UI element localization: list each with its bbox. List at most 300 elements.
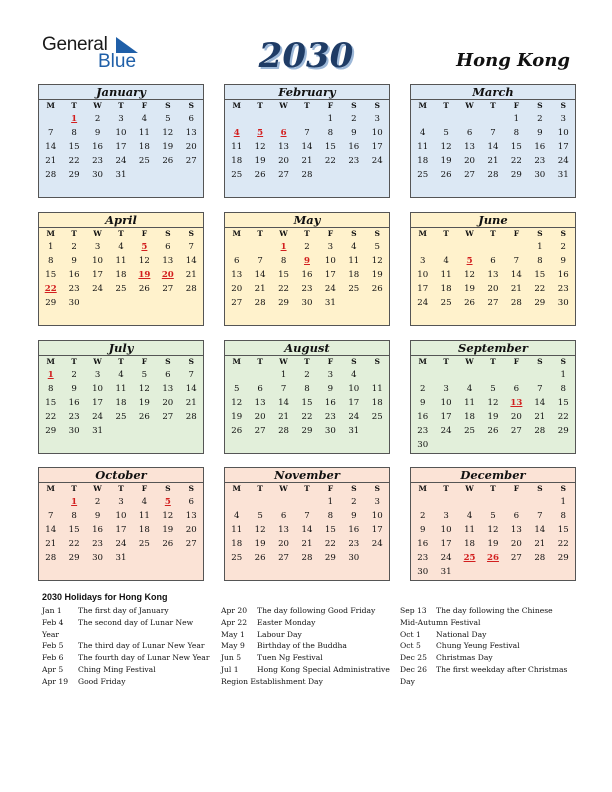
holiday-day: 1	[47, 370, 54, 380]
week-row	[225, 523, 389, 537]
weekday-label: T	[443, 101, 449, 110]
day-cell: 28	[45, 553, 57, 563]
day-cell: 27	[185, 156, 197, 166]
weekday-header	[411, 100, 575, 112]
weekday-label: T	[304, 484, 310, 493]
empty-cell	[248, 240, 271, 254]
holiday-name: The fourth day of Lunar New Year	[78, 653, 210, 663]
holidays-column	[42, 605, 212, 688]
day-cell: 17	[92, 270, 104, 280]
holiday-name: Chung Yeung Festival	[436, 641, 520, 651]
day-cell: 13	[487, 270, 499, 280]
weekday-label: T	[71, 101, 77, 110]
month-january	[38, 84, 204, 198]
day-cell: 11	[417, 142, 429, 152]
week-row	[411, 296, 575, 310]
weekday-label: T	[118, 357, 124, 366]
day-cell: 3	[443, 384, 449, 394]
holiday-name: The day following Good Friday	[257, 606, 376, 615]
holiday-day: 19	[138, 270, 151, 280]
week-row	[411, 240, 575, 254]
holiday-date: Oct 1	[400, 629, 421, 639]
empty-cell	[458, 438, 481, 452]
holiday-name: The day following the Chinese Mid-Autumn Festival	[400, 606, 553, 627]
weekday-header	[225, 356, 389, 368]
day-cell: 9	[351, 128, 357, 138]
holiday-entry	[42, 605, 212, 617]
day-cell: 23	[348, 156, 360, 166]
weekday-label: F	[141, 357, 148, 366]
weekday-label: T	[118, 484, 124, 493]
day-cell: 2	[351, 497, 357, 507]
holiday-name: Christmas Day	[436, 653, 493, 663]
day-cell: 25	[138, 539, 150, 549]
weekday-label: T	[490, 101, 496, 110]
empty-cell	[180, 551, 203, 565]
month-title: September	[411, 341, 575, 356]
weekday-label: F	[513, 101, 520, 110]
day-cell: 20	[162, 398, 174, 408]
empty-cell	[248, 112, 271, 126]
day-cell: 1	[280, 370, 287, 380]
month-title: June	[411, 213, 575, 228]
day-cell: 28	[185, 284, 197, 294]
weekday-header	[39, 483, 203, 495]
day-cell: 31	[115, 553, 127, 563]
month-title: April	[39, 213, 203, 228]
day-cell: 12	[231, 398, 243, 408]
day-cell: 21	[301, 539, 313, 549]
weekday-label: W	[465, 229, 474, 238]
day-cell: 25	[440, 298, 452, 308]
week-row	[411, 523, 575, 537]
week-row	[411, 154, 575, 168]
day-cell: 13	[464, 142, 476, 152]
day-cell: 4	[443, 256, 449, 266]
holiday-entry	[221, 617, 391, 629]
weekday-label: T	[257, 101, 263, 110]
day-cell: 20	[254, 412, 266, 422]
holiday-entry	[400, 664, 572, 688]
month-march	[410, 84, 576, 198]
day-cell: 7	[280, 384, 287, 394]
day-cell: 3	[560, 114, 566, 124]
day-cell: 5	[165, 114, 171, 124]
empty-cell	[248, 368, 271, 382]
day-cell: 24	[371, 539, 383, 549]
empty-cell	[505, 438, 528, 452]
day-cell: 15	[534, 270, 546, 280]
day-cell: 17	[348, 398, 360, 408]
holiday-name: Good Friday	[78, 676, 126, 686]
day-cell: 7	[537, 511, 543, 521]
holidays-column	[400, 605, 572, 688]
week-row	[39, 112, 203, 126]
day-cell: 16	[68, 398, 80, 408]
day-cell: 7	[47, 128, 54, 138]
weekday-header	[225, 228, 389, 240]
day-cell: 12	[487, 398, 499, 408]
holiday-name: The first day of January	[78, 606, 169, 615]
week-row	[39, 168, 203, 182]
day-cell: 14	[45, 525, 57, 535]
holiday-date: Apr 19	[42, 676, 69, 686]
month-title: November	[225, 468, 389, 483]
day-cell: 28	[510, 298, 522, 308]
day-cell: 11	[348, 256, 360, 266]
day-cell: 9	[419, 525, 426, 535]
empty-cell	[411, 495, 434, 509]
week-row	[225, 424, 389, 438]
weekday-label: T	[257, 484, 263, 493]
day-cell: 10	[115, 511, 127, 521]
day-cell: 7	[513, 256, 520, 266]
week-row	[225, 410, 389, 424]
empty-cell	[366, 424, 389, 438]
day-cell: 7	[188, 370, 194, 380]
empty-cell	[86, 296, 109, 310]
month-july	[38, 340, 204, 454]
day-cell: 8	[47, 384, 54, 394]
day-cell: 2	[419, 511, 426, 521]
day-cell: 20	[278, 539, 290, 549]
day-cell: 29	[278, 298, 290, 308]
day-cell: 28	[487, 170, 499, 180]
day-cell: 16	[348, 525, 360, 535]
empty-cell	[225, 495, 248, 509]
empty-cell	[156, 424, 179, 438]
week-row	[39, 126, 203, 140]
weekday-label: T	[490, 229, 496, 238]
empty-cell	[528, 565, 551, 579]
weekday-label: W	[279, 101, 288, 110]
day-cell: 28	[534, 553, 546, 563]
day-cell: 18	[115, 270, 127, 280]
day-cell: 7	[188, 242, 194, 252]
day-cell: 16	[68, 270, 80, 280]
day-cell: 30	[92, 170, 104, 180]
week-row	[39, 282, 203, 296]
holiday-entry	[400, 629, 572, 641]
weekday-label: S	[351, 357, 357, 366]
holiday-date: Dec 25	[400, 653, 427, 663]
weekday-label: T	[490, 484, 496, 493]
empty-cell	[458, 240, 481, 254]
day-cell: 14	[45, 142, 57, 152]
weekday-label: M	[232, 229, 241, 238]
week-row	[411, 424, 575, 438]
weekday-header	[39, 356, 203, 368]
day-cell: 26	[138, 412, 150, 422]
holiday-date: Apr 5	[42, 664, 64, 674]
day-cell: 6	[257, 384, 263, 394]
day-cell: 16	[92, 142, 104, 152]
weekday-label: S	[188, 484, 194, 493]
day-cell: 4	[466, 511, 473, 521]
day-cell: 8	[71, 128, 77, 138]
week-row	[225, 368, 389, 382]
day-cell: 18	[348, 270, 360, 280]
week-row	[225, 382, 389, 396]
holiday-entry	[42, 676, 212, 688]
weekday-label: S	[560, 101, 566, 110]
month-june	[410, 212, 576, 326]
day-cell: 17	[92, 398, 104, 408]
day-cell: 7	[257, 256, 263, 266]
day-cell: 2	[304, 370, 310, 380]
day-cell: 2	[537, 114, 543, 124]
holiday-entry	[42, 652, 212, 664]
weekday-label: T	[71, 357, 77, 366]
day-cell: 3	[443, 511, 449, 521]
holiday-entry	[221, 652, 391, 664]
day-cell: 3	[374, 114, 380, 124]
day-cell: 18	[417, 156, 429, 166]
weekday-label: W	[465, 357, 474, 366]
day-cell: 29	[510, 170, 522, 180]
day-cell: 21	[487, 156, 499, 166]
day-cell: 25	[138, 156, 150, 166]
day-cell: 10	[324, 256, 336, 266]
week-row	[225, 154, 389, 168]
month-title: July	[39, 341, 203, 356]
weekday-label: M	[418, 484, 427, 493]
weekday-label: F	[513, 357, 520, 366]
holiday-entry	[221, 629, 391, 641]
weekday-label: S	[351, 484, 357, 493]
week-row	[411, 396, 575, 410]
weekday-label: S	[165, 484, 171, 493]
day-cell: 3	[118, 497, 124, 507]
day-cell: 18	[138, 142, 150, 152]
weekday-label: M	[232, 357, 241, 366]
day-cell: 19	[487, 539, 499, 549]
day-cell: 10	[115, 128, 127, 138]
day-cell: 14	[301, 142, 313, 152]
week-row	[39, 410, 203, 424]
empty-cell	[342, 168, 365, 182]
weekday-label: T	[71, 229, 77, 238]
empty-cell	[505, 565, 528, 579]
week-row	[39, 368, 203, 382]
day-cell: 30	[301, 298, 313, 308]
day-cell: 14	[254, 270, 266, 280]
day-cell: 13	[231, 270, 243, 280]
weekday-label: S	[188, 229, 194, 238]
week-row	[411, 495, 575, 509]
weekday-label: W	[93, 229, 102, 238]
day-cell: 15	[45, 270, 57, 280]
day-cell: 8	[560, 384, 566, 394]
day-cell: 20	[185, 525, 197, 535]
holiday-day: 1	[71, 497, 78, 507]
day-cell: 23	[534, 156, 546, 166]
week-row	[225, 509, 389, 523]
day-cell: 16	[348, 142, 360, 152]
holiday-day: 1	[71, 114, 78, 124]
day-cell: 6	[188, 114, 194, 124]
day-cell: 5	[490, 511, 496, 521]
day-cell: 25	[371, 412, 383, 422]
empty-cell	[272, 495, 295, 509]
weekday-header	[411, 356, 575, 368]
day-cell: 4	[141, 114, 148, 124]
day-cell: 17	[417, 284, 429, 294]
day-cell: 21	[301, 156, 313, 166]
day-cell: 19	[254, 156, 266, 166]
day-cell: 25	[231, 170, 243, 180]
day-cell: 31	[324, 298, 336, 308]
day-cell: 27	[510, 426, 522, 436]
month-title: October	[39, 468, 203, 483]
holiday-date: Jul 1	[221, 664, 239, 674]
day-cell: 23	[557, 284, 569, 294]
day-cell: 7	[304, 511, 310, 521]
empty-cell	[39, 112, 62, 126]
day-cell: 9	[71, 256, 77, 266]
day-cell: 6	[513, 384, 520, 394]
day-cell: 8	[47, 256, 54, 266]
day-cell: 23	[417, 426, 429, 436]
week-row	[39, 296, 203, 310]
week-row	[39, 495, 203, 509]
empty-cell	[156, 296, 179, 310]
day-cell: 12	[162, 128, 174, 138]
empty-cell	[366, 168, 389, 182]
day-cell: 16	[417, 539, 429, 549]
day-cell: 22	[324, 539, 336, 549]
day-cell: 13	[278, 525, 290, 535]
day-cell: 16	[92, 525, 104, 535]
empty-cell	[481, 438, 504, 452]
weekday-label: S	[560, 229, 566, 238]
weekday-header	[411, 228, 575, 240]
empty-cell	[458, 112, 481, 126]
weekday-label: W	[465, 484, 474, 493]
weekday-label: F	[327, 484, 334, 493]
weekday-label: T	[443, 357, 449, 366]
empty-cell	[481, 565, 504, 579]
day-cell: 28	[45, 170, 57, 180]
weekday-label: W	[279, 229, 288, 238]
week-row	[225, 537, 389, 551]
day-cell: 17	[371, 525, 383, 535]
day-cell: 29	[534, 298, 546, 308]
holiday-name: Labour Day	[257, 629, 302, 639]
empty-cell	[458, 565, 481, 579]
day-cell: 29	[45, 426, 57, 436]
day-cell: 27	[278, 553, 290, 563]
holiday-day: 5	[164, 497, 171, 507]
day-cell: 13	[510, 525, 522, 535]
weekday-label: T	[71, 484, 77, 493]
day-cell: 30	[534, 170, 546, 180]
day-cell: 1	[327, 497, 334, 507]
day-cell: 29	[68, 170, 80, 180]
week-row	[411, 140, 575, 154]
day-cell: 12	[162, 511, 174, 521]
day-cell: 5	[257, 511, 263, 521]
day-cell: 21	[534, 412, 546, 422]
day-cell: 9	[327, 384, 334, 394]
weekday-label: S	[188, 101, 194, 110]
weekday-label: S	[351, 101, 357, 110]
day-cell: 24	[348, 412, 360, 422]
empty-cell	[225, 240, 248, 254]
holiday-day: 6	[280, 128, 287, 138]
day-cell: 28	[534, 426, 546, 436]
day-cell: 16	[324, 398, 336, 408]
day-cell: 26	[440, 170, 452, 180]
weekday-label: S	[537, 229, 543, 238]
holiday-date: Feb 5	[42, 641, 64, 651]
day-cell: 25	[115, 284, 127, 294]
day-cell: 21	[510, 284, 522, 294]
day-cell: 2	[419, 384, 426, 394]
day-cell: 27	[487, 298, 499, 308]
day-cell: 12	[138, 256, 150, 266]
day-cell: 13	[185, 511, 197, 521]
day-cell: 10	[371, 128, 383, 138]
empty-cell	[109, 424, 132, 438]
day-cell: 8	[304, 384, 310, 394]
week-row	[39, 268, 203, 282]
day-cell: 9	[94, 128, 101, 138]
month-april	[38, 212, 204, 326]
day-cell: 30	[417, 440, 429, 450]
holiday-name: Ching Ming Festival	[78, 664, 156, 674]
empty-cell	[109, 296, 132, 310]
month-december	[410, 467, 576, 581]
calendar-year: 2030	[258, 36, 354, 76]
weekday-label: S	[374, 484, 380, 493]
day-cell: 30	[324, 426, 336, 436]
weekday-label: M	[46, 101, 55, 110]
day-cell: 14	[534, 398, 546, 408]
week-row	[411, 438, 575, 452]
empty-cell	[295, 112, 318, 126]
day-cell: 9	[94, 511, 101, 521]
day-cell: 31	[440, 567, 452, 577]
weekday-label: F	[141, 101, 148, 110]
weekday-label: M	[46, 484, 55, 493]
day-cell: 30	[557, 298, 569, 308]
weekday-label: T	[304, 229, 310, 238]
day-cell: 15	[324, 142, 336, 152]
day-cell: 24	[440, 553, 452, 563]
day-cell: 4	[351, 370, 357, 380]
day-cell: 25	[115, 412, 127, 422]
day-cell: 12	[371, 256, 383, 266]
weekday-label: F	[327, 101, 334, 110]
day-cell: 7	[490, 128, 496, 138]
empty-cell	[133, 424, 156, 438]
day-cell: 30	[417, 567, 429, 577]
empty-cell	[458, 368, 481, 382]
day-cell: 2	[560, 242, 566, 252]
week-row	[411, 410, 575, 424]
empty-cell	[552, 565, 575, 579]
week-row	[411, 509, 575, 523]
day-cell: 22	[301, 412, 313, 422]
month-september	[410, 340, 576, 454]
week-row	[39, 240, 203, 254]
weekday-label: T	[257, 229, 263, 238]
holiday-date: Jun 5	[221, 653, 242, 663]
day-cell: 6	[513, 511, 520, 521]
weekday-label: F	[327, 229, 334, 238]
weekday-label: W	[465, 101, 474, 110]
